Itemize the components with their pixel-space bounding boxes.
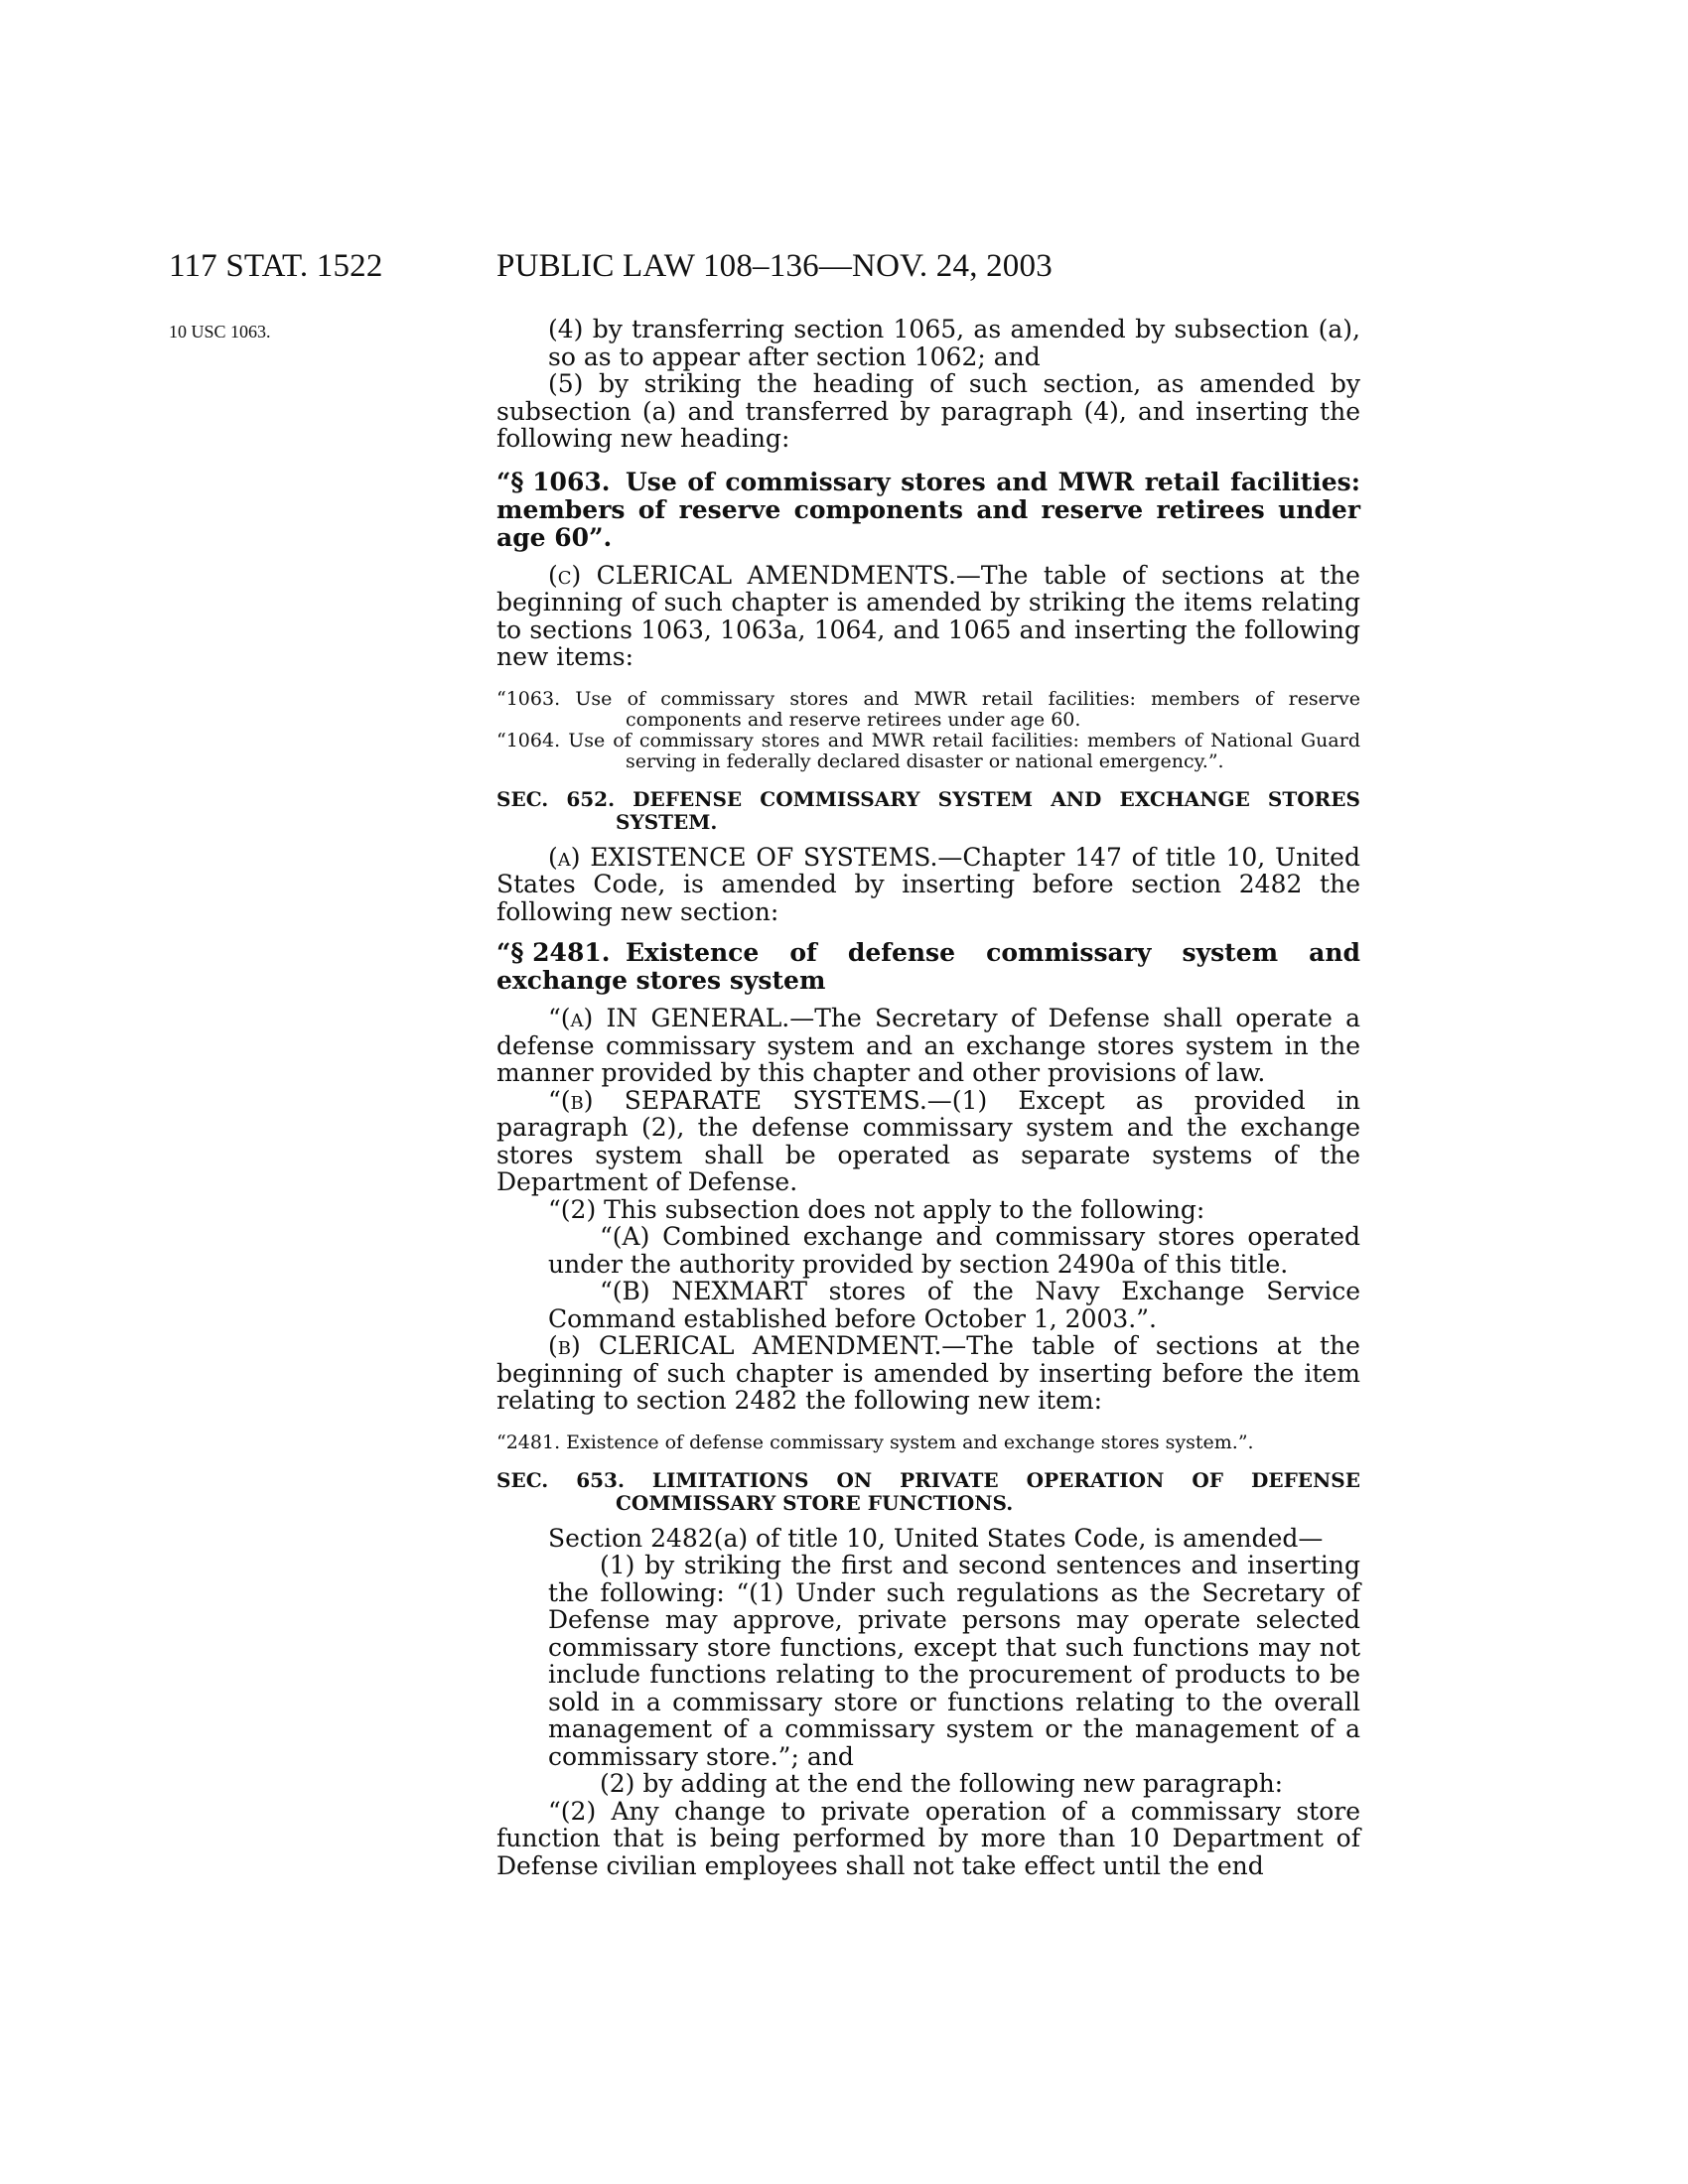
section-653-new-paragraph-2: “(2) Any change to private operation of a commissary store function that is being performed by more than 10 Department of Defense civilian employees shall not take effect until the end xyxy=(496,1796,1360,1880)
clerical-amendments-label: (c) CLERICAL AMENDMENTS. xyxy=(548,560,956,590)
body-text xyxy=(496,316,1360,1879)
section-heading-1063-number: “§ 1063. xyxy=(496,467,611,496)
separate-systems-paragraph-2: “(2) This subsection does not apply to the following: xyxy=(548,1194,1205,1224)
toc-item-1064: “1064. Use of commissary stores and MWR retail facilities: members of National Guard serving in federally declared disaster or national emergency.”. xyxy=(496,729,1360,772)
section-653-paragraph-2: (2) by adding at the end the following new paragraph: xyxy=(600,1769,1284,1798)
table-of-sections-items xyxy=(496,689,1360,772)
stat-page-number: 117 STAT. 1522 xyxy=(169,248,383,284)
clerical-amendment-text: —The table of sections at the beginning of such chapter is amended by inserting before the item relating to section 2482 the following new item: xyxy=(496,1331,1360,1415)
section-653-intro: Section 2482(a) of title 10, United States Code, is amended— xyxy=(548,1523,1324,1553)
toc-item-1063: “1063. Use of commissary stores and MWR retail facilities: members of reserve components and reserve retirees under age 60. xyxy=(496,687,1360,731)
section-652-heading: SEC. 652. DEFENSE COMMISSARY SYSTEM AND EXCHANGE STORES SYSTEM. xyxy=(496,786,1360,834)
separate-systems-label: “(b) SEPARATE SYSTEMS. xyxy=(548,1085,927,1115)
paragraph-5: (5) by striking the heading of such section, as amended by subsection (a) and transferred by paragraph (4), and inserting the following new heading: xyxy=(496,369,1360,453)
section-heading-2481 xyxy=(496,939,1360,995)
exception-b: “(B) NEXMART stores of the Navy Exchange Service Command established before October 1, 2003.”. xyxy=(548,1277,1360,1333)
table-of-sections-item-2481 xyxy=(496,1433,1360,1453)
clerical-amendment-b xyxy=(496,1332,1360,1415)
paragraph-4: (4) by transferring section 1065, as amended by subsection (a), so as to appear after section 1062; and xyxy=(548,315,1360,371)
clerical-amendments-text: —The table of sections at the beginning of such chapter is amended by striking the items relating to sections 1063, 1063a, 1064, and 1065 and inserting the following new items: xyxy=(496,560,1360,671)
existence-of-systems-a xyxy=(496,844,1360,926)
margin-citation: 10 USC 1063. xyxy=(169,322,271,341)
section-heading-2481-number: “§ 2481. xyxy=(496,938,611,967)
in-general-a xyxy=(496,1005,1360,1087)
toc-item-2481: “2481. Existence of defense commissary system and exchange stores system.”. xyxy=(496,1431,1254,1453)
separate-systems-text: —(1) Except as provided in paragraph (2), the defense commissary system and the exchange stores system shall be operated as separate systems of the Department of Defense. xyxy=(496,1085,1361,1196)
separate-systems-b xyxy=(496,1087,1360,1196)
clerical-amendment-label: (b) CLERICAL AMENDMENT. xyxy=(548,1331,942,1360)
clerical-amendments-c xyxy=(496,562,1360,671)
section-heading-1063 xyxy=(496,469,1360,552)
section-heading-1063-title: Use of commissary stores and MWR retail facilities: members of reserve components and reserve retirees under age 60”. xyxy=(496,467,1360,552)
existence-of-systems-label: (a) EXISTENCE OF SYSTEMS. xyxy=(548,842,938,872)
section-653-heading: SEC. 653. LIMITATIONS ON PRIVATE OPERATION OF DEFENSE COMMISSARY STORE FUNCTIONS. xyxy=(496,1467,1360,1515)
law-title-header: PUBLIC LAW 108–136—NOV. 24, 2003 xyxy=(496,248,1053,284)
exception-a: “(A) Combined exchange and commissary stores operated under the authority provided by section 2490a of this title. xyxy=(548,1222,1360,1279)
section-heading-2481-title: Existence of defense commissary system and exchange stores system xyxy=(496,938,1360,995)
in-general-text: —The Secretary of Defense shall operate a defense commissary system and an exchange stores system in the manner provided by this chapter and other provisions of law. xyxy=(496,1004,1361,1087)
existence-of-systems-text: —Chapter 147 of title 10, United States Code, is amended by inserting before section 2482 the following new section: xyxy=(496,842,1360,926)
section-653-paragraph-1: (1) by striking the first and second sentences and inserting the following: “(1) Under such regulations as the Secretary of Defense may approve, private persons may operate selected commissary store functions, except that such functions may not include functions relating to the procurement of products to be sold in a commissary store or functions relating to the overall management of a commissary system or the management of a commissary store.”; and xyxy=(548,1551,1360,1771)
in-general-label: “(a) IN GENERAL. xyxy=(548,1004,790,1032)
